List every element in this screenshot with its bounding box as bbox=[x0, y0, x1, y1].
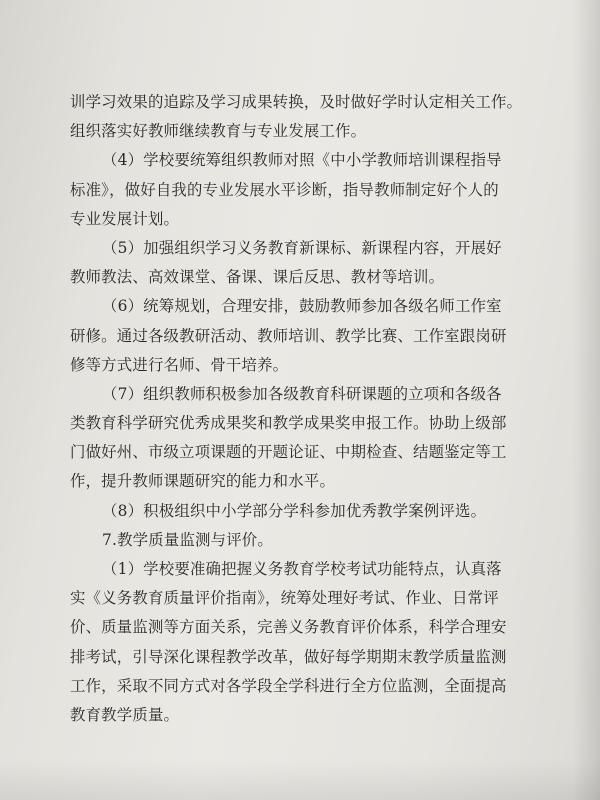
text-line: 作，提升教师课题研究的能力和水平。 bbox=[70, 472, 336, 491]
text-line: 训学习效果的追踪及学习成果转换，及时做好学时认定相关工作。 bbox=[70, 93, 523, 111]
text-line: 研修。通过各级教研活动、教师培训、教学比赛、工作室跟岗研 bbox=[70, 326, 507, 345]
text-line: 工作，采取不同方式对各学段全学科进行全方位监测，全面提高 bbox=[70, 676, 507, 695]
text-line: 修等方式进行名师、骨干培养。 bbox=[70, 355, 289, 374]
text-line: （5）加强组织学习义务教育新课标、新课程内容，开展好 bbox=[102, 238, 502, 257]
text-line: 类教育科学研究优秀成果奖和教学成果奖申报工作。协助上级部 bbox=[70, 414, 507, 433]
text-line: （4）学校要统筹组织教师对照《中小学教师培训课程指导 bbox=[102, 151, 502, 170]
text-line: 组织落实好教师继续教育与专业发展工作。 bbox=[70, 122, 367, 141]
text-line: 教育教学质量。 bbox=[70, 705, 180, 724]
text-line: 实《义务教育质量评价指南》，统筹处理好考试、作业、日常评 bbox=[70, 589, 499, 608]
text-line: （7）组织教师积极参加各级教育科研课题的立项和各级各 bbox=[102, 384, 502, 403]
text-line: 7.教学质量监测与评价。 bbox=[102, 530, 273, 549]
text-line: 门做好州、市级立项课题的开题论证、中期检查、结题鉴定等工 bbox=[70, 443, 507, 462]
text-line: （1）学校要准确把握义务教育学校考试功能特点，认真落 bbox=[102, 560, 502, 578]
text-line: 教师教法、高效课堂、备课、课后反思、教材等培训。 bbox=[70, 268, 445, 287]
text-line: 专业发展计划。 bbox=[70, 209, 180, 228]
text-line: 排考试，引导深化课程教学改革，做好每学期期末教学质量监测 bbox=[70, 647, 507, 666]
document-body bbox=[70, 88, 540, 730]
text-line: （8）积极组织中小学部分学科参加优秀教学案例评选。 bbox=[102, 501, 487, 520]
text-line: 标准》，做好自我的专业发展水平诊断，指导教师制定好个人的 bbox=[70, 180, 499, 199]
page-edge-shadow bbox=[572, 0, 600, 800]
page-bottom-shadow bbox=[0, 760, 600, 800]
text-line: （6）统筹规划，合理安排，鼓励教师参加各级名师工作室 bbox=[102, 297, 502, 316]
text-line: 价、质量监测等方面关系，完善义务教育评价体系，科学合理安 bbox=[70, 618, 507, 637]
